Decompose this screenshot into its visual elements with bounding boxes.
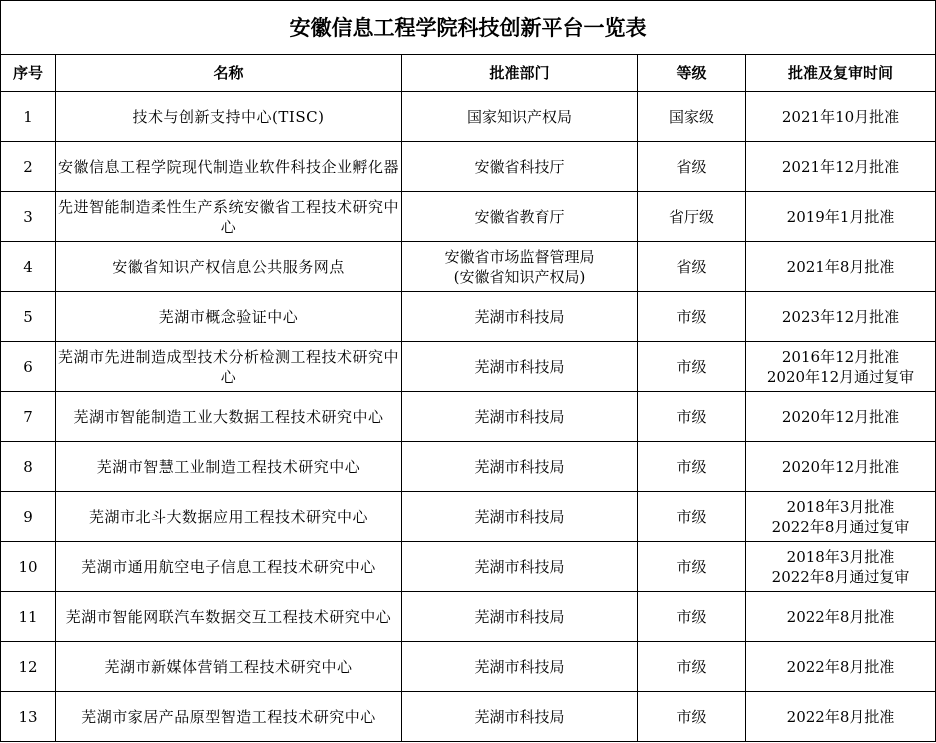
table-row (1, 442, 936, 492)
platform-name: 芜湖市先进制造成型技术分析检测工程技术研究中心 (56, 342, 402, 392)
time-line: 2018年3月批准 (786, 497, 895, 516)
title-row (1, 1, 936, 55)
table-row (1, 342, 936, 392)
time-line: 2021年8月批准 (786, 257, 895, 276)
approval-time (746, 192, 936, 242)
approval-department (402, 642, 638, 692)
platform-name: 芜湖市通用航空电子信息工程技术研究中心 (56, 542, 402, 592)
platform-level: 市级 (638, 692, 746, 742)
department-line: 国家知识产权局 (466, 107, 572, 126)
row-number: 13 (1, 692, 56, 742)
platform-name: 芜湖市家居产品原型智造工程技术研究中心 (56, 692, 402, 742)
platform-level: 市级 (638, 542, 746, 592)
header-no: 序号 (1, 55, 56, 92)
approval-time (746, 642, 936, 692)
platform-level: 国家级 (638, 92, 746, 142)
header-name: 名称 (56, 55, 402, 92)
platform-level: 市级 (638, 642, 746, 692)
table-row (1, 692, 936, 742)
department-line: 芜湖市科技局 (474, 307, 565, 326)
header-time: 批准及复审时间 (746, 55, 936, 92)
department-line: 芜湖市科技局 (474, 607, 565, 626)
table-row (1, 492, 936, 542)
approval-time (746, 92, 936, 142)
platform-level: 省厅级 (638, 192, 746, 242)
table-row (1, 242, 936, 292)
row-number: 11 (1, 592, 56, 642)
approval-time (746, 542, 936, 592)
approval-department (402, 442, 638, 492)
time-line: 2023年12月批准 (781, 307, 900, 326)
row-number: 3 (1, 192, 56, 242)
row-number: 12 (1, 642, 56, 692)
row-number: 5 (1, 292, 56, 342)
platform-level: 市级 (638, 492, 746, 542)
approval-department (402, 492, 638, 542)
approval-department (402, 342, 638, 392)
approval-time (746, 242, 936, 292)
time-line: 2016年12月批准 (781, 347, 900, 366)
approval-time (746, 692, 936, 742)
table-row (1, 392, 936, 442)
time-line: 2021年12月批准 (781, 157, 900, 176)
time-line: 2020年12月通过复审 (766, 367, 915, 386)
approval-time (746, 142, 936, 192)
approval-time (746, 492, 936, 542)
row-number: 4 (1, 242, 56, 292)
approval-department (402, 692, 638, 742)
approval-department (402, 242, 638, 292)
approval-department (402, 192, 638, 242)
department-line: 芜湖市科技局 (474, 657, 565, 676)
department-line: 芜湖市科技局 (474, 457, 565, 476)
table-row (1, 142, 936, 192)
table-row (1, 542, 936, 592)
platform-level: 省级 (638, 142, 746, 192)
approval-department (402, 92, 638, 142)
department-line: 芜湖市科技局 (474, 557, 565, 576)
approval-department (402, 592, 638, 642)
department-line: (安徽省知识产权局) (453, 267, 586, 286)
approval-time (746, 292, 936, 342)
platform-level: 市级 (638, 392, 746, 442)
department-line: 芜湖市科技局 (474, 407, 565, 426)
time-line: 2022年8月批准 (786, 657, 895, 676)
row-number: 6 (1, 342, 56, 392)
approval-department (402, 392, 638, 442)
table-row (1, 192, 936, 242)
table-row (1, 642, 936, 692)
platform-name: 芜湖市智慧工业制造工程技术研究中心 (56, 442, 402, 492)
platform-name: 芜湖市概念验证中心 (56, 292, 402, 342)
approval-department (402, 542, 638, 592)
row-number: 8 (1, 442, 56, 492)
platform-name: 安徽省知识产权信息公共服务网点 (56, 242, 402, 292)
table-row (1, 292, 936, 342)
row-number: 2 (1, 142, 56, 192)
time-line: 2019年1月批准 (786, 207, 895, 226)
time-line: 2022年8月通过复审 (771, 567, 910, 586)
platform-name: 先进智能制造柔性生产系统安徽省工程技术研究中心 (56, 192, 402, 242)
time-line: 2020年12月批准 (781, 407, 900, 426)
department-line: 芜湖市科技局 (474, 357, 565, 376)
department-line: 芜湖市科技局 (474, 507, 565, 526)
time-line: 2020年12月批准 (781, 457, 900, 476)
department-line: 安徽省科技厅 (474, 157, 565, 176)
time-line: 2022年8月通过复审 (771, 517, 910, 536)
approval-time (746, 342, 936, 392)
platform-name: 芜湖市北斗大数据应用工程技术研究中心 (56, 492, 402, 542)
header-dept: 批准部门 (402, 55, 638, 92)
platform-level: 市级 (638, 292, 746, 342)
row-number: 1 (1, 92, 56, 142)
platform-name: 安徽信息工程学院现代制造业软件科技企业孵化器 (56, 142, 402, 192)
table-row (1, 592, 936, 642)
platform-level: 市级 (638, 342, 746, 392)
platform-name: 芜湖市智能网联汽车数据交互工程技术研究中心 (56, 592, 402, 642)
time-line: 2018年3月批准 (786, 547, 895, 566)
department-line: 芜湖市科技局 (474, 707, 565, 726)
row-number: 10 (1, 542, 56, 592)
row-number: 7 (1, 392, 56, 442)
row-number: 9 (1, 492, 56, 542)
platform-name: 芜湖市新媒体营销工程技术研究中心 (56, 642, 402, 692)
table-title: 安徽信息工程学院科技创新平台一览表 (1, 1, 936, 55)
table-row (1, 92, 936, 142)
header-row (1, 55, 936, 92)
platform-level: 市级 (638, 592, 746, 642)
table-body (1, 92, 936, 742)
header-level: 等级 (638, 55, 746, 92)
platform-level: 省级 (638, 242, 746, 292)
approval-time (746, 442, 936, 492)
platform-name: 芜湖市智能制造工业大数据工程技术研究中心 (56, 392, 402, 442)
approval-time (746, 592, 936, 642)
approval-time (746, 392, 936, 442)
platform-level: 市级 (638, 442, 746, 492)
time-line: 2022年8月批准 (786, 707, 895, 726)
time-line: 2022年8月批准 (786, 607, 895, 626)
department-line: 安徽省教育厅 (474, 207, 565, 226)
approval-department (402, 292, 638, 342)
department-line: 安徽省市场监督管理局 (444, 247, 595, 266)
platform-name: 技术与创新支持中心(TISC) (56, 92, 402, 142)
time-line: 2021年10月批准 (781, 107, 900, 126)
approval-department (402, 142, 638, 192)
